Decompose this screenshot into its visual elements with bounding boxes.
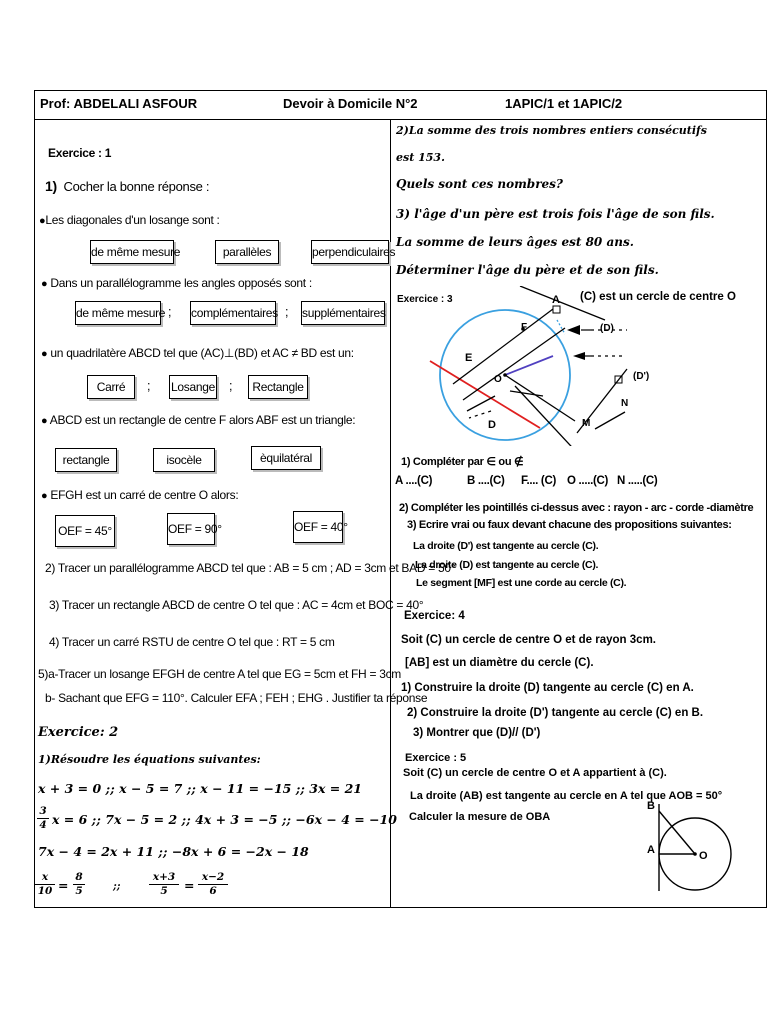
label-a: A <box>647 844 655 856</box>
ex1-q3: 3) Tracer un rectangle ABCD de centre O tel que : AC = 4cm et BOC = 40° <box>49 598 424 612</box>
ex4-line-3: 1) Construire la droite (D) tangente au cercle (C) en A. <box>401 682 694 694</box>
separator: ; <box>147 379 151 393</box>
ex2-fraction: $\frac{x-2}{6}$ <box>198 871 228 898</box>
ex4-line-1: Soit (C) un cercle de centre O et de rayon 3cm. <box>401 634 656 646</box>
label-o: O <box>699 850 708 862</box>
p2-line-1: 2)La somme des trois nombres entiers consécutifs <box>396 124 707 137</box>
choice-4-1[interactable]: rectangle <box>55 448 117 472</box>
homework-sheet <box>34 90 767 908</box>
p2-line-2: est 153. <box>396 151 445 164</box>
label-d-prime: (D') <box>633 371 650 382</box>
ex2-fraction: $\frac{8}{5}$ <box>73 871 85 898</box>
equals: = <box>184 878 195 893</box>
choice-3-1[interactable]: Carré <box>87 375 135 399</box>
separator: ;; <box>113 881 121 892</box>
choice-5-2[interactable]: OEF = 90° <box>167 513 215 545</box>
ex5-line-2: La droite (AB) est tangente au cercle en A tel que AOB = 50° <box>410 790 723 802</box>
label-e: E <box>465 352 473 364</box>
ex5-line-3: Calculer la mesure de OBA <box>409 811 551 823</box>
line-d <box>520 286 605 320</box>
ex3-q1-item: B ....(C) <box>467 475 505 487</box>
ex2-fraction: $\frac{x}{10}$ <box>35 871 55 898</box>
label-m: M <box>582 418 591 429</box>
ex2-fraction: $\frac{x+3}{5}$ <box>149 871 179 898</box>
ex5-line-1: Soit (C) un cercle de centre O et A appartient à (C). <box>403 767 667 779</box>
choice-3-2[interactable]: Losange <box>169 375 217 399</box>
p2-line-3: Quels sont ces nombres? <box>396 177 563 191</box>
choice-4-3[interactable]: èquilatéral <box>251 446 321 470</box>
label-d: (D) <box>600 323 614 334</box>
ex3-q1-item: F.... (C) <box>521 475 556 487</box>
ex4-line-2: [AB] est un diamètre du cercle (C). <box>405 657 594 669</box>
label-o: O <box>494 374 502 385</box>
ex2-q1: 1)Résoudre les équations suivantes: <box>38 753 261 766</box>
choice-1-2[interactable]: parallèles <box>215 240 279 264</box>
ex1-q5a: 5)a-Tracer un losange EFGH de centre A tel que EG = 5cm et FH = 3cm <box>38 667 401 681</box>
teacher-name: Prof: ABDELALI ASFOUR <box>40 96 198 111</box>
label-f: F <box>521 322 528 333</box>
column-divider <box>390 119 391 907</box>
ex1-item-4: ● ABCD est un rectangle de centre F alors ABF est un triangle: <box>41 413 356 427</box>
ex3-caption: (C) est un cercle de centre O <box>580 291 736 303</box>
choice-1-1[interactable]: de même mesure <box>90 240 174 264</box>
ex3-q1: 1) Compléter par ∈ ou ∉ <box>401 456 524 468</box>
separator: ; <box>229 379 233 393</box>
ex1-item-5: ● EFGH est un carré de centre O alors: <box>41 488 239 502</box>
ex3-q1-item: N .....(C) <box>617 475 658 487</box>
ex3-q3-item-1: La droite (D') est tangente au cercle (C). <box>413 540 599 552</box>
p3-line-1: 3) l'âge d'un père est trois fois l'âge de son fils. <box>396 207 715 221</box>
ex2-fraction: $\frac{3}{4}$ <box>37 805 49 832</box>
ex2-title: Exercice: 2 <box>38 725 119 740</box>
ex1-q2: 2) Tracer un parallélogramme ABCD tel que : AB = 5 cm ; AD = 3cm et BAD = 50° <box>45 561 456 575</box>
ex3-q2: 2) Compléter les pointillés ci-dessus avec : rayon - arc - corde -diamètre <box>399 502 754 514</box>
ex2-row-3: 7x − 4 = 2x + 11 ;; −8x + 6 = −2x − 18 <box>38 844 309 859</box>
ex2-row-1: x + 3 = 0 ;; x − 5 = 7 ;; x − 11 = −15 ;; 3x = 21 <box>38 781 362 796</box>
header <box>35 91 766 120</box>
choice-2-2[interactable]: complémentaires <box>190 301 276 325</box>
ex4-line-4: 2) Construire la droite (D') tangente au cercle (C) en B. <box>407 707 704 719</box>
ex3-figure <box>395 286 665 446</box>
label-a: A <box>552 294 560 306</box>
choice-3-3[interactable]: Rectangle <box>248 375 308 399</box>
ex1-item-2: ● Dans un parallélogramme les angles opposés sont : <box>41 276 312 290</box>
ex3-q3-item-3: Le segment [MF] est une corde au cercle (C). <box>416 577 627 589</box>
label-n: N <box>621 398 629 409</box>
ex2-row-2: x = 6 ;; 7x − 5 = 2 ;; 4x + 3 = −5 ;; −6x − 4 = −10 <box>52 812 397 827</box>
ex5-title: Exercice : 5 <box>405 752 467 764</box>
class-names: 1APIC/1 et 1APIC/2 <box>505 96 623 111</box>
p3-line-3: Déterminer l'âge du père et de son fils. <box>396 263 659 277</box>
document-title: Devoir à Domicile N°2 <box>283 96 418 111</box>
choice-5-1[interactable]: OEF = 45° <box>55 515 115 547</box>
ex1-q4: 4) Tracer un carré RSTU de centre O tel que : RT = 5 cm <box>49 635 335 649</box>
ex1-item-3: ● un quadrilatère ABCD tel que (AC)⊥(BD) et AC ≠ BD est un: <box>41 346 354 360</box>
ex3-q3: 3) Ecrire vrai ou faux devant chacune des propositions suivantes: <box>407 519 732 531</box>
choice-1-3[interactable]: perpendiculaires <box>311 240 389 264</box>
separator: ; <box>285 305 289 319</box>
label-b: B <box>647 800 655 812</box>
ex3-q1-item: O .....(C) <box>567 475 609 487</box>
p3-line-2: La somme de leurs âges est 80 ans. <box>396 235 634 249</box>
separator: ; <box>168 305 172 319</box>
choice-2-1[interactable]: de même mesure <box>75 301 161 325</box>
choice-2-3[interactable]: supplémentaires <box>301 301 385 325</box>
ex3-title: Exercice : 3 <box>397 294 453 305</box>
ex4-line-5: 3) Montrer que (D)// (D') <box>413 727 541 739</box>
ex1-title: Exercice : 1 <box>48 146 112 160</box>
ex3-q1-item: A ....(C) <box>395 475 433 487</box>
label-d-point: D <box>488 419 496 431</box>
ex4-title: Exercice: 4 <box>404 610 465 622</box>
ex3-q3-item-2: La droite (D) est tangente au cercle (C). <box>415 559 599 571</box>
ex1-q1: 1) Cocher la bonne réponse : <box>45 178 210 194</box>
equals: = <box>58 878 69 893</box>
ex5-figure <box>635 799 745 895</box>
ex1-item-1: ●Les diagonales d'un losange sont : <box>39 213 220 227</box>
choice-4-2[interactable]: isocèle <box>153 448 215 472</box>
choice-5-3[interactable]: OEF = 40° <box>293 511 343 543</box>
ex1-q5b: b- Sachant que EFG = 110°. Calculer EFA ; FEH ; EHG . Justifier ta réponse <box>45 691 428 705</box>
